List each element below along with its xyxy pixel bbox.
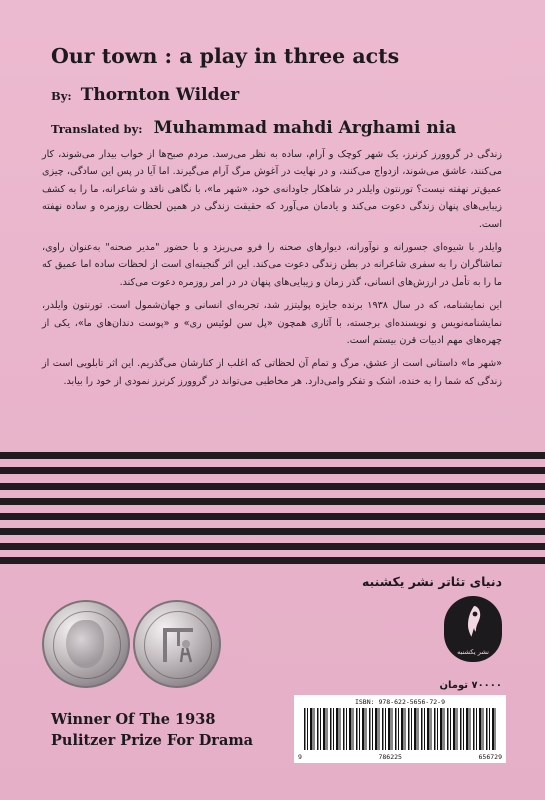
publisher-series: دنیای تئاتر نشر یکشنبه	[361, 574, 502, 589]
printing-press-icon	[155, 622, 201, 668]
award-line: Winner Of The 1938	[51, 711, 216, 728]
stripe	[0, 528, 545, 535]
book-title: Our town : a play in three acts	[51, 44, 400, 68]
description-paragraph: این نمایشنامه، که در سال ۱۹۳۸ برنده جایزه پولیتزر شد، تجربه‌ای انسانی و جهان‌شمول است. تورنتون وایلدر، نمایشنامه‌نویس و نویسنده‌ای برجسته، با آثاری همچون «پل سن لوئیس ری» و «پوست دندان‌های ما»، یکی از چهره‌های مهم ادبیات قرن بیستم است.	[42, 300, 502, 347]
stripe	[0, 557, 545, 564]
barcode-bars	[304, 708, 496, 750]
stripe	[0, 543, 545, 550]
stripe	[0, 452, 545, 459]
barcode-digits	[298, 753, 502, 761]
stripe	[0, 483, 545, 490]
author-label: By:	[51, 89, 72, 103]
publisher-logo-label: نشر یکشنبه	[457, 648, 489, 656]
hand-pen-icon	[444, 598, 502, 650]
price: ۷۰۰۰۰ تومان	[439, 680, 502, 691]
barcode-digit-group: 656729	[478, 753, 502, 761]
medal-portrait	[66, 620, 104, 668]
decorative-stripes	[0, 452, 545, 562]
translator-line	[51, 118, 456, 138]
translator-label: Translated by:	[51, 122, 143, 136]
description-paragraph: وایلدر با شیوه‌ای جسورانه و نوآورانه، دیوارهای صحنه را فرو می‌ریزد و با حضور "مدیر صحنه" به‌عنوان راوی، تماشاگران را به سفری شاعرانه در بطن زندگی دعوت می‌کند. این اثر گنجینه‌ای است از لحظات ساده اما عمیق که ما را به تأمل در ارزش‌های انسانی، گذر زمان و زیبایی‌های پنهان در در امر روزمره دعوت می‌کند.	[42, 242, 502, 288]
translator-name: Muhammad mahdi Arghami nia	[153, 118, 457, 138]
barcode-digit-group: 786225	[378, 753, 402, 761]
book-description	[42, 146, 502, 396]
award-line: Pulitzer Prize For Drama	[51, 732, 254, 749]
pulitzer-medal-obverse	[42, 600, 130, 688]
stripe	[0, 513, 545, 520]
stripe	[0, 498, 545, 505]
publisher-logo	[444, 596, 502, 662]
stripe	[0, 467, 545, 474]
isbn-text: ISBN: 978-622-5656-72-9	[354, 698, 445, 706]
description-paragraph: «شهر ما» داستانی است از عشق، مرگ و تمام آن لحظاتی که اغلب از کنارشان می‌گذریم. این اثر تابلویی است از زندگی که شما را به خنده، اشک و تفکر وامی‌دارد. هر مخاطبی می‌تواند در گروورز کرنرز نمودی از خود را بیابد.	[42, 358, 502, 387]
author-name: Thornton Wilder	[80, 85, 240, 105]
isbn-barcode	[294, 695, 506, 763]
author-line	[51, 85, 239, 105]
barcode-digit-group: 9	[298, 753, 302, 761]
pulitzer-award-text	[51, 709, 291, 751]
pulitzer-medal-reverse	[133, 600, 221, 688]
description-paragraph: زندگی در گروورز کرنرز، یک شهر کوچک و آرام، ساده به نظر می‌رسد. مردم صبح‌ها از خواب بیدار می‌شوند، کار می‌کنند، عاشق می‌شوند، ازدواج می‌کنند، و در نهایت در آغوش مرگ آرام می‌گیرند. اما آیا در پس این سادگی، چیزی عمیق‌تر نهفته نیست؟ تورنتون وایلدر در شاهکار جاودانه‌ی خود، «شهر ما»، با نگاهی ناقد و شاعرانه، ما را به کشف زیبایی‌های پنهان زندگی دعوت می‌کند و یادمان می‌آورد که حقیقت زندگی در همین لحظات روزمره و ساده نهفته است.	[42, 149, 502, 230]
